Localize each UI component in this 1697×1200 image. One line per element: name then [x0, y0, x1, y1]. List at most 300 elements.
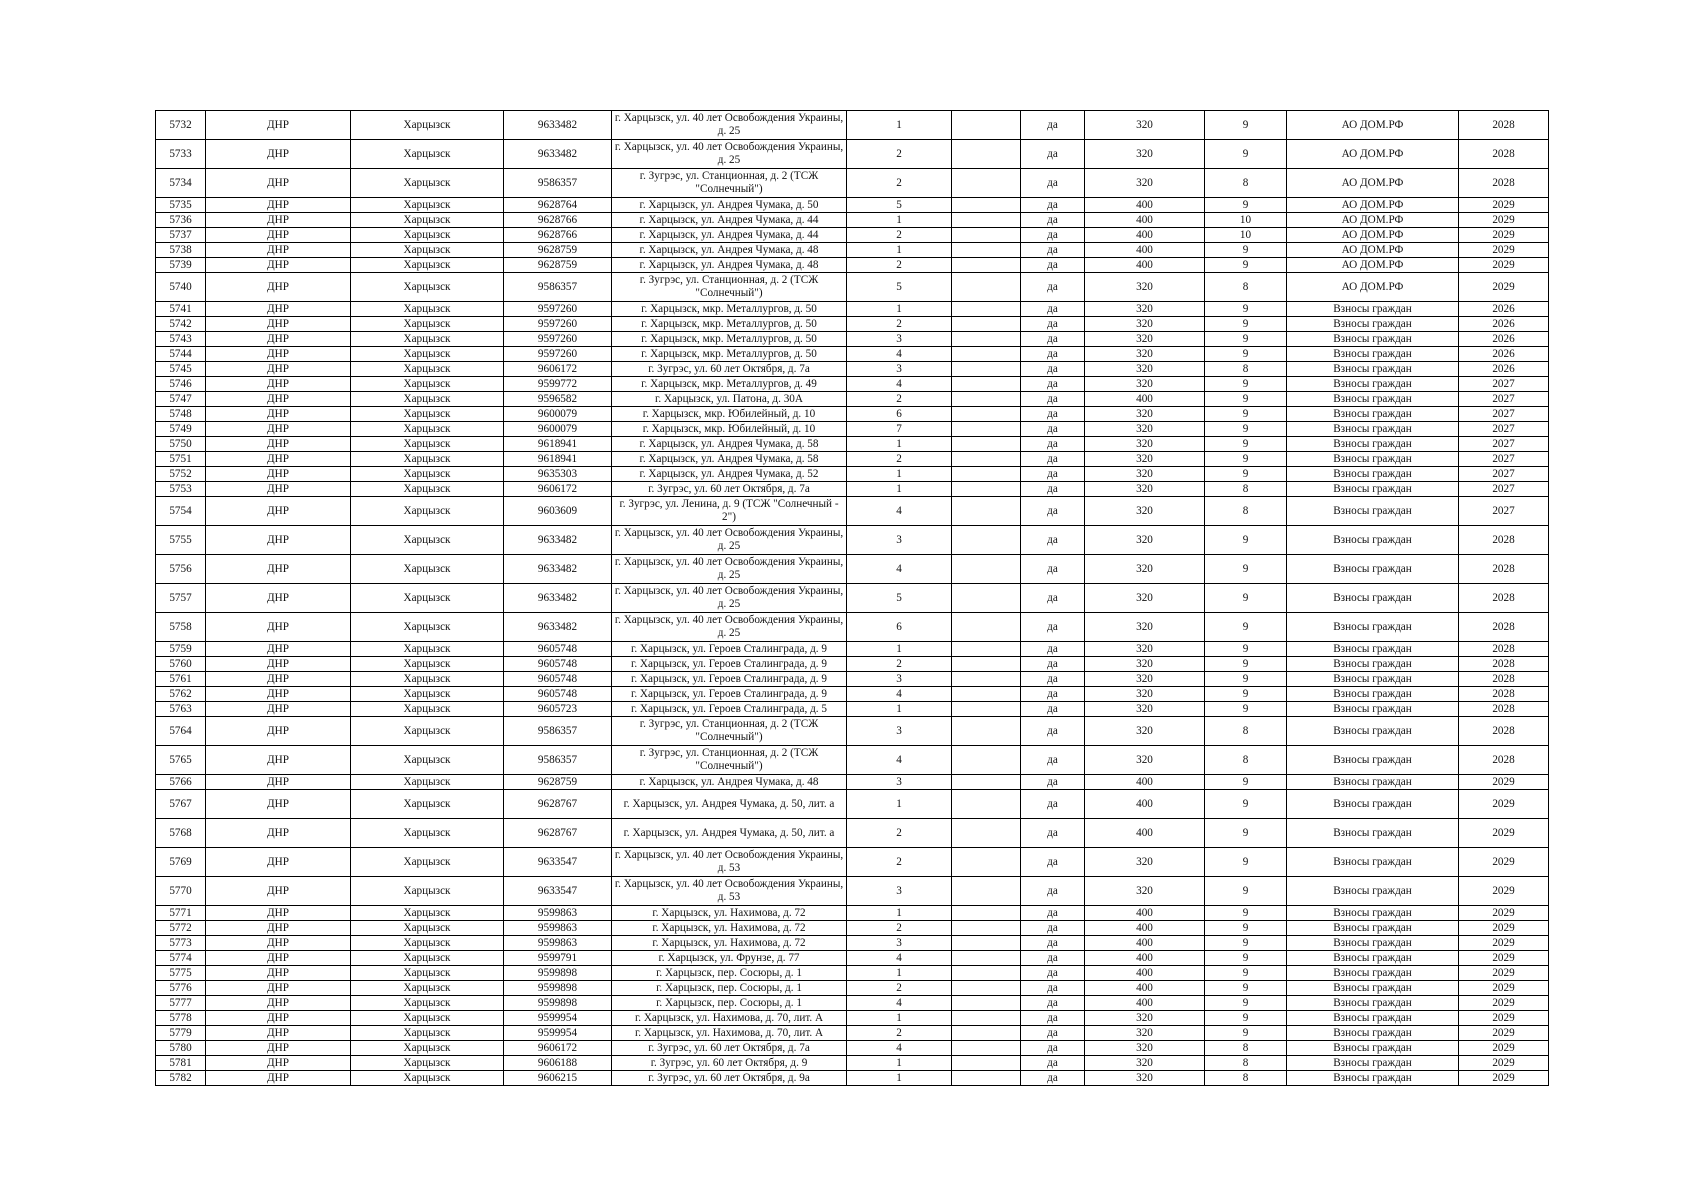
capacity-cell: 320	[1085, 1011, 1205, 1026]
flag-cell: да	[1021, 467, 1085, 482]
house-code-cell: 9628766	[504, 213, 612, 228]
address-cell: г. Харцызск, ул. Героев Сталинграда, д. 9	[612, 687, 847, 702]
house-code-cell: 9599772	[504, 377, 612, 392]
city-cell: Харцызск	[351, 273, 504, 302]
flag-cell: да	[1021, 243, 1085, 258]
empty-cell	[952, 362, 1021, 377]
flag-cell: да	[1021, 302, 1085, 317]
funding-source-cell: Взносы граждан	[1287, 1041, 1459, 1056]
funding-source-cell: Взносы граждан	[1287, 702, 1459, 717]
city-cell: Харцызск	[351, 717, 504, 746]
floors-cell: 9	[1205, 332, 1287, 347]
row-number-cell: 5747	[156, 392, 206, 407]
table-row	[156, 906, 1549, 921]
capacity-cell: 400	[1085, 790, 1205, 819]
flag-cell: да	[1021, 228, 1085, 243]
table-row	[156, 1041, 1549, 1056]
year-cell: 2027	[1459, 407, 1549, 422]
floors-cell: 9	[1205, 422, 1287, 437]
table-row	[156, 966, 1549, 981]
flag-cell: да	[1021, 482, 1085, 497]
table-row	[156, 332, 1549, 347]
table-row	[156, 497, 1549, 526]
address-cell: г. Харцызск, пер. Сосюры, д. 1	[612, 981, 847, 996]
house-code-cell: 9605723	[504, 702, 612, 717]
address-cell: г. Харцызск, пер. Сосюры, д. 1	[612, 996, 847, 1011]
row-number-cell: 5746	[156, 377, 206, 392]
city-cell: Харцызск	[351, 302, 504, 317]
city-cell: Харцызск	[351, 642, 504, 657]
region-cell: ДНР	[206, 467, 351, 482]
year-cell: 2029	[1459, 1041, 1549, 1056]
floors-cell: 9	[1205, 407, 1287, 422]
capacity-cell: 320	[1085, 111, 1205, 140]
city-cell: Харцызск	[351, 981, 504, 996]
empty-cell	[952, 687, 1021, 702]
floors-cell: 9	[1205, 642, 1287, 657]
capacity-cell: 320	[1085, 1026, 1205, 1041]
address-cell: г. Харцызск, мкр. Юбилейный, д. 10	[612, 422, 847, 437]
row-number-cell: 5752	[156, 467, 206, 482]
address-cell: г. Харцызск, ул. Нахимова, д. 72	[612, 921, 847, 936]
flag-cell: да	[1021, 906, 1085, 921]
funding-source-cell: Взносы граждан	[1287, 452, 1459, 467]
year-cell: 2029	[1459, 906, 1549, 921]
region-cell: ДНР	[206, 555, 351, 584]
empty-cell	[952, 258, 1021, 273]
city-cell: Харцызск	[351, 906, 504, 921]
region-cell: ДНР	[206, 302, 351, 317]
table-row	[156, 717, 1549, 746]
capacity-cell: 320	[1085, 848, 1205, 877]
address-cell: г. Харцызск, ул. Андрея Чумака, д. 58	[612, 452, 847, 467]
empty-cell	[952, 526, 1021, 555]
house-code-cell: 9599954	[504, 1026, 612, 1041]
capacity-cell: 320	[1085, 746, 1205, 775]
empty-cell	[952, 1056, 1021, 1071]
entrance-cell: 2	[847, 819, 952, 848]
region-cell: ДНР	[206, 966, 351, 981]
address-cell: г. Харцызск, ул. Героев Сталинграда, д. 9	[612, 642, 847, 657]
region-cell: ДНР	[206, 1056, 351, 1071]
floors-cell: 8	[1205, 169, 1287, 198]
floors-cell: 9	[1205, 672, 1287, 687]
table-row	[156, 273, 1549, 302]
year-cell: 2029	[1459, 848, 1549, 877]
region-cell: ДНР	[206, 702, 351, 717]
capacity-cell: 400	[1085, 819, 1205, 848]
address-cell: г. Харцызск, ул. Нахимова, д. 70, лит. А	[612, 1011, 847, 1026]
funding-source-cell: Взносы граждан	[1287, 996, 1459, 1011]
empty-cell	[952, 243, 1021, 258]
funding-source-cell: Взносы граждан	[1287, 392, 1459, 407]
year-cell: 2028	[1459, 746, 1549, 775]
floors-cell: 9	[1205, 687, 1287, 702]
empty-cell	[952, 169, 1021, 198]
address-cell: г. Зугрэс, ул. 60 лет Октября, д. 9	[612, 1056, 847, 1071]
row-number-cell: 5735	[156, 198, 206, 213]
house-code-cell: 9597260	[504, 332, 612, 347]
entrance-cell: 2	[847, 228, 952, 243]
table-row	[156, 437, 1549, 452]
region-cell: ДНР	[206, 497, 351, 526]
funding-source-cell: Взносы граждан	[1287, 377, 1459, 392]
capacity-cell: 320	[1085, 317, 1205, 332]
row-number-cell: 5741	[156, 302, 206, 317]
entrance-cell: 5	[847, 198, 952, 213]
city-cell: Харцызск	[351, 198, 504, 213]
flag-cell: да	[1021, 317, 1085, 332]
address-cell: г. Харцызск, ул. Героев Сталинграда, д. 5	[612, 702, 847, 717]
address-cell: г. Харцызск, ул. 40 лет Освобождения Украины, д. 25	[612, 526, 847, 555]
city-cell: Харцызск	[351, 1056, 504, 1071]
floors-cell: 9	[1205, 966, 1287, 981]
address-cell: г. Харцызск, ул. 40 лет Освобождения Украины, д. 25	[612, 140, 847, 169]
city-cell: Харцызск	[351, 936, 504, 951]
registry-table-body	[156, 111, 1549, 1086]
region-cell: ДНР	[206, 169, 351, 198]
house-code-cell: 9633482	[504, 555, 612, 584]
house-code-cell: 9586357	[504, 169, 612, 198]
entrance-cell: 1	[847, 1011, 952, 1026]
empty-cell	[952, 848, 1021, 877]
table-row	[156, 613, 1549, 642]
row-number-cell: 5767	[156, 790, 206, 819]
year-cell: 2027	[1459, 497, 1549, 526]
capacity-cell: 400	[1085, 996, 1205, 1011]
table-row	[156, 555, 1549, 584]
entrance-cell: 4	[847, 951, 952, 966]
floors-cell: 8	[1205, 1041, 1287, 1056]
year-cell: 2029	[1459, 1056, 1549, 1071]
table-row	[156, 526, 1549, 555]
funding-source-cell: Взносы граждан	[1287, 613, 1459, 642]
floors-cell: 10	[1205, 228, 1287, 243]
table-row	[156, 702, 1549, 717]
funding-source-cell: Взносы граждан	[1287, 877, 1459, 906]
floors-cell: 9	[1205, 111, 1287, 140]
funding-source-cell: АО ДОМ.РФ	[1287, 169, 1459, 198]
row-number-cell: 5781	[156, 1056, 206, 1071]
floors-cell: 9	[1205, 198, 1287, 213]
city-cell: Харцызск	[351, 452, 504, 467]
city-cell: Харцызск	[351, 362, 504, 377]
region-cell: ДНР	[206, 848, 351, 877]
city-cell: Харцызск	[351, 482, 504, 497]
address-cell: г. Зугрэс, ул. 60 лет Октября, д. 7а	[612, 362, 847, 377]
house-code-cell: 9603609	[504, 497, 612, 526]
table-row	[156, 657, 1549, 672]
entrance-cell: 4	[847, 996, 952, 1011]
house-code-cell: 9606215	[504, 1071, 612, 1086]
entrance-cell: 5	[847, 273, 952, 302]
city-cell: Харцызск	[351, 687, 504, 702]
funding-source-cell: Взносы граждан	[1287, 422, 1459, 437]
entrance-cell: 3	[847, 672, 952, 687]
floors-cell: 9	[1205, 936, 1287, 951]
year-cell: 2027	[1459, 482, 1549, 497]
entrance-cell: 1	[847, 702, 952, 717]
flag-cell: да	[1021, 790, 1085, 819]
table-row	[156, 642, 1549, 657]
floors-cell: 9	[1205, 981, 1287, 996]
year-cell: 2029	[1459, 936, 1549, 951]
house-code-cell: 9605748	[504, 642, 612, 657]
row-number-cell: 5773	[156, 936, 206, 951]
city-cell: Харцызск	[351, 672, 504, 687]
city-cell: Харцызск	[351, 332, 504, 347]
funding-source-cell: АО ДОМ.РФ	[1287, 198, 1459, 213]
city-cell: Харцызск	[351, 819, 504, 848]
city-cell: Харцызск	[351, 497, 504, 526]
flag-cell: да	[1021, 951, 1085, 966]
city-cell: Харцызск	[351, 407, 504, 422]
year-cell: 2027	[1459, 437, 1549, 452]
address-cell: г. Харцызск, ул. Нахимова, д. 72	[612, 936, 847, 951]
capacity-cell: 320	[1085, 1041, 1205, 1056]
house-code-cell: 9599791	[504, 951, 612, 966]
entrance-cell: 2	[847, 921, 952, 936]
empty-cell	[952, 332, 1021, 347]
address-cell: г. Зугрэс, ул. Ленина, д. 9 (ТСЖ "Солнечный - 2")	[612, 497, 847, 526]
entrance-cell: 3	[847, 362, 952, 377]
year-cell: 2027	[1459, 452, 1549, 467]
region-cell: ДНР	[206, 392, 351, 407]
empty-cell	[952, 213, 1021, 228]
empty-cell	[952, 790, 1021, 819]
region-cell: ДНР	[206, 936, 351, 951]
house-code-cell: 9605748	[504, 672, 612, 687]
flag-cell: да	[1021, 584, 1085, 613]
capacity-cell: 320	[1085, 702, 1205, 717]
region-cell: ДНР	[206, 746, 351, 775]
city-cell: Харцызск	[351, 228, 504, 243]
row-number-cell: 5757	[156, 584, 206, 613]
house-code-cell: 9633482	[504, 613, 612, 642]
flag-cell: да	[1021, 213, 1085, 228]
capacity-cell: 320	[1085, 332, 1205, 347]
empty-cell	[952, 392, 1021, 407]
capacity-cell: 400	[1085, 951, 1205, 966]
year-cell: 2029	[1459, 198, 1549, 213]
entrance-cell: 1	[847, 790, 952, 819]
entrance-cell: 4	[847, 555, 952, 584]
entrance-cell: 1	[847, 213, 952, 228]
row-number-cell: 5782	[156, 1071, 206, 1086]
row-number-cell: 5745	[156, 362, 206, 377]
row-number-cell: 5763	[156, 702, 206, 717]
funding-source-cell: АО ДОМ.РФ	[1287, 228, 1459, 243]
floors-cell: 10	[1205, 213, 1287, 228]
row-number-cell: 5739	[156, 258, 206, 273]
floors-cell: 8	[1205, 1071, 1287, 1086]
flag-cell: да	[1021, 1056, 1085, 1071]
table-row	[156, 302, 1549, 317]
table-row	[156, 140, 1549, 169]
city-cell: Харцызск	[351, 169, 504, 198]
empty-cell	[952, 966, 1021, 981]
flag-cell: да	[1021, 332, 1085, 347]
region-cell: ДНР	[206, 273, 351, 302]
region-cell: ДНР	[206, 906, 351, 921]
empty-cell	[952, 584, 1021, 613]
empty-cell	[952, 775, 1021, 790]
funding-source-cell: Взносы граждан	[1287, 1026, 1459, 1041]
entrance-cell: 3	[847, 877, 952, 906]
entrance-cell: 4	[847, 1041, 952, 1056]
row-number-cell: 5737	[156, 228, 206, 243]
year-cell: 2026	[1459, 347, 1549, 362]
flag-cell: да	[1021, 1071, 1085, 1086]
capacity-cell: 320	[1085, 687, 1205, 702]
year-cell: 2027	[1459, 422, 1549, 437]
capacity-cell: 400	[1085, 936, 1205, 951]
house-code-cell: 9618941	[504, 437, 612, 452]
capacity-cell: 320	[1085, 169, 1205, 198]
address-cell: г. Харцызск, ул. 40 лет Освобождения Украины, д. 53	[612, 848, 847, 877]
city-cell: Харцызск	[351, 1011, 504, 1026]
row-number-cell: 5743	[156, 332, 206, 347]
year-cell: 2029	[1459, 996, 1549, 1011]
empty-cell	[952, 877, 1021, 906]
funding-source-cell: Взносы граждан	[1287, 951, 1459, 966]
region-cell: ДНР	[206, 526, 351, 555]
capacity-cell: 320	[1085, 377, 1205, 392]
year-cell: 2026	[1459, 302, 1549, 317]
funding-source-cell: Взносы граждан	[1287, 642, 1459, 657]
empty-cell	[952, 302, 1021, 317]
flag-cell: да	[1021, 775, 1085, 790]
region-cell: ДНР	[206, 584, 351, 613]
floors-cell: 9	[1205, 775, 1287, 790]
entrance-cell: 2	[847, 657, 952, 672]
funding-source-cell: Взносы граждан	[1287, 1056, 1459, 1071]
capacity-cell: 320	[1085, 497, 1205, 526]
row-number-cell: 5772	[156, 921, 206, 936]
table-row	[156, 407, 1549, 422]
flag-cell: да	[1021, 996, 1085, 1011]
floors-cell: 9	[1205, 243, 1287, 258]
empty-cell	[952, 717, 1021, 746]
address-cell: г. Харцызск, ул. Героев Сталинграда, д. 9	[612, 657, 847, 672]
floors-cell: 9	[1205, 921, 1287, 936]
row-number-cell: 5740	[156, 273, 206, 302]
floors-cell: 9	[1205, 951, 1287, 966]
house-code-cell: 9628766	[504, 228, 612, 243]
flag-cell: да	[1021, 981, 1085, 996]
entrance-cell: 1	[847, 1056, 952, 1071]
address-cell: г. Харцызск, ул. Нахимова, д. 70, лит. А	[612, 1026, 847, 1041]
region-cell: ДНР	[206, 437, 351, 452]
entrance-cell: 1	[847, 642, 952, 657]
address-cell: г. Харцызск, мкр. Металлургов, д. 50	[612, 317, 847, 332]
house-code-cell: 9586357	[504, 273, 612, 302]
address-cell: г. Харцызск, ул. Андрея Чумака, д. 48	[612, 775, 847, 790]
table-row	[156, 482, 1549, 497]
region-cell: ДНР	[206, 198, 351, 213]
flag-cell: да	[1021, 819, 1085, 848]
floors-cell: 9	[1205, 555, 1287, 584]
house-code-cell: 9597260	[504, 302, 612, 317]
address-cell: г. Харцызск, ул. Фрунзе, д. 77	[612, 951, 847, 966]
region-cell: ДНР	[206, 819, 351, 848]
floors-cell: 8	[1205, 746, 1287, 775]
table-row	[156, 877, 1549, 906]
capacity-cell: 320	[1085, 613, 1205, 642]
row-number-cell: 5751	[156, 452, 206, 467]
empty-cell	[952, 422, 1021, 437]
year-cell: 2029	[1459, 819, 1549, 848]
funding-source-cell: Взносы граждан	[1287, 906, 1459, 921]
table-row	[156, 362, 1549, 377]
city-cell: Харцызск	[351, 921, 504, 936]
funding-source-cell: Взносы граждан	[1287, 302, 1459, 317]
address-cell: г. Зугрэс, ул. Станционная, д. 2 (ТСЖ "Солнечный")	[612, 717, 847, 746]
row-number-cell: 5732	[156, 111, 206, 140]
empty-cell	[952, 1011, 1021, 1026]
flag-cell: да	[1021, 848, 1085, 877]
house-code-cell: 9618941	[504, 452, 612, 467]
row-number-cell: 5734	[156, 169, 206, 198]
empty-cell	[952, 317, 1021, 332]
funding-source-cell: Взносы граждан	[1287, 526, 1459, 555]
house-code-cell: 9633482	[504, 111, 612, 140]
region-cell: ДНР	[206, 407, 351, 422]
table-row	[156, 921, 1549, 936]
region-cell: ДНР	[206, 642, 351, 657]
table-row	[156, 746, 1549, 775]
region-cell: ДНР	[206, 657, 351, 672]
floors-cell: 8	[1205, 273, 1287, 302]
table-row	[156, 848, 1549, 877]
entrance-cell: 2	[847, 392, 952, 407]
flag-cell: да	[1021, 273, 1085, 302]
capacity-cell: 400	[1085, 258, 1205, 273]
row-number-cell: 5736	[156, 213, 206, 228]
year-cell: 2028	[1459, 717, 1549, 746]
house-code-cell: 9586357	[504, 717, 612, 746]
region-cell: ДНР	[206, 422, 351, 437]
capacity-cell: 320	[1085, 1071, 1205, 1086]
funding-source-cell: Взносы граждан	[1287, 966, 1459, 981]
table-row	[156, 422, 1549, 437]
floors-cell: 8	[1205, 717, 1287, 746]
floors-cell: 9	[1205, 702, 1287, 717]
funding-source-cell: Взносы граждан	[1287, 790, 1459, 819]
flag-cell: да	[1021, 362, 1085, 377]
flag-cell: да	[1021, 347, 1085, 362]
year-cell: 2029	[1459, 1026, 1549, 1041]
flag-cell: да	[1021, 422, 1085, 437]
year-cell: 2027	[1459, 467, 1549, 482]
table-row	[156, 452, 1549, 467]
capacity-cell: 400	[1085, 213, 1205, 228]
floors-cell: 9	[1205, 377, 1287, 392]
row-number-cell: 5756	[156, 555, 206, 584]
table-row	[156, 228, 1549, 243]
region-cell: ДНР	[206, 981, 351, 996]
entrance-cell: 2	[847, 452, 952, 467]
capacity-cell: 320	[1085, 467, 1205, 482]
house-code-cell: 9599898	[504, 981, 612, 996]
house-code-cell: 9600079	[504, 407, 612, 422]
flag-cell: да	[1021, 1011, 1085, 1026]
house-code-cell: 9628759	[504, 775, 612, 790]
entrance-cell: 4	[847, 347, 952, 362]
table-row	[156, 347, 1549, 362]
floors-cell: 9	[1205, 1011, 1287, 1026]
address-cell: г. Харцызск, ул. Андрея Чумака, д. 52	[612, 467, 847, 482]
